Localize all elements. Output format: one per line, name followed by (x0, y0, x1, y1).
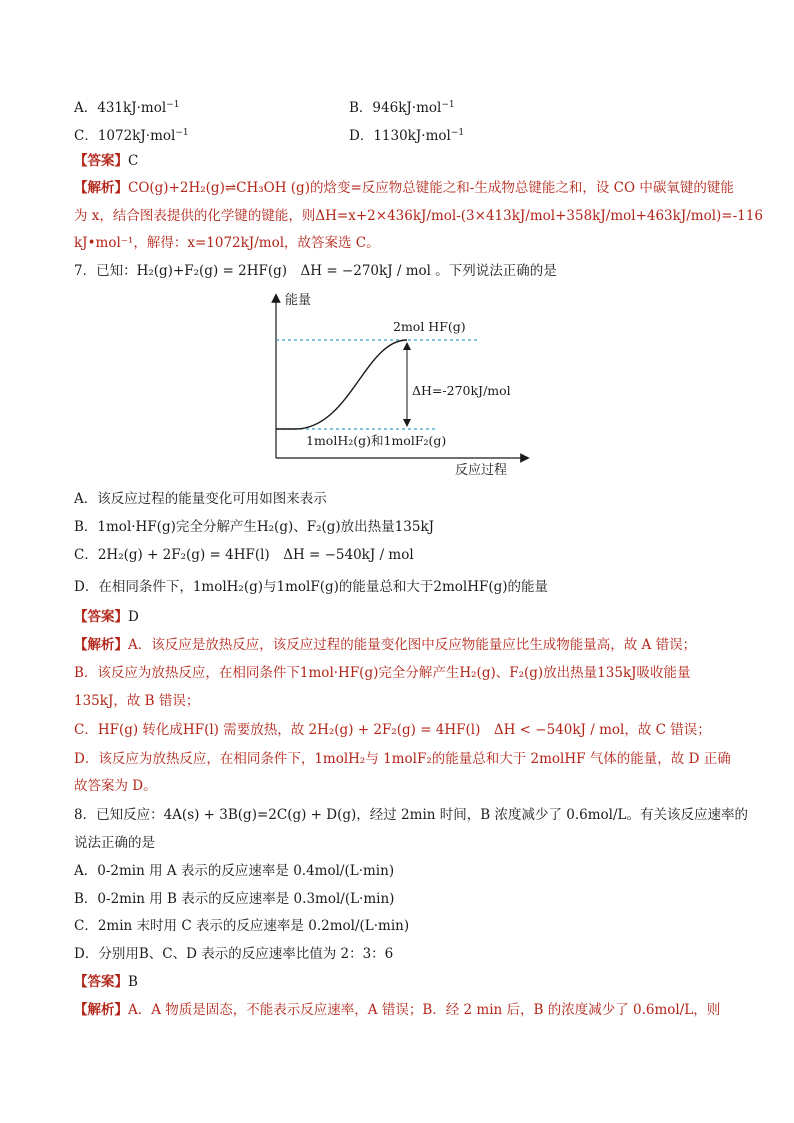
q7-analysis-line-6: 故答案为 D。 (74, 778, 157, 794)
top-level-label: 2mol HF(g) (393, 319, 466, 334)
q6-option-c: C．1072kJ·mol$^{-1}$ (74, 128, 189, 144)
q6-option-d: D．1130kJ·mol$^{-1}$ (349, 128, 465, 144)
energy-diagram (255, 288, 545, 478)
q8-option-a: A．0-2min 用 A 表示的反应速率是 0.4mol/(L·min) (74, 863, 395, 879)
q7-analysis-line-1: 【解析】A．该反应是放热反应，该反应过程的能量变化图中反应物能量应比生成物能量高，故 A 错误； (74, 637, 697, 653)
y-axis-label: 能量 (285, 293, 312, 308)
q7-option-c: C．2H₂(g) + 2F₂(g) = 4HF(l) ΔH = −540kJ / mol (74, 547, 414, 563)
q8-stem-line-2: 说法正确的是 (74, 835, 155, 851)
q7-analysis-line-5: D．该反应为放热反应，在相同条件下，1molH₂与 1molF₂的能量总和大于 2molHF 气体的能量，故 D 正确 (74, 751, 731, 767)
q7-option-d: D．在相同条件下，1molH₂(g)与1molF(g)的能量总和大于2molHF(g)的能量 (74, 579, 549, 595)
q6-option-b: B．946kJ·mol$^{-1}$ (349, 100, 455, 116)
x-axis-label: 反应过程 (455, 463, 508, 478)
q7-option-a: A．该反应过程的能量变化可用如图来表示 (74, 491, 327, 507)
q8-analysis-line-1: 【解析】A．A 物质是固态，不能表示反应速率，A 错误；B．经 2 min 后，B 的浓度减少了 0.6mol/L，则 (74, 1002, 721, 1018)
q7-option-b: B．1mol·HF(g)完全分解产生H₂(g)、F₂(g)放出热量135kJ (74, 519, 435, 535)
energy-curve (276, 340, 407, 429)
q7-analysis-line-2: B．该反应为放热反应，在相同条件下1mol·HF(g)完全分解产生H₂(g)、F₂(g)放出热量135kJ吸收能量 (74, 665, 691, 681)
q6-analysis-line-3: kJ•mol⁻¹，解得：x=1072kJ/mol，故答案选 C。 (74, 235, 380, 251)
q6-analysis-line-2: 为 x，结合图表提供的化学键的键能，则ΔH=x+2×436kJ/mol-(3×413kJ/mol+358kJ/mol+463kJ/mol)=-116 (74, 208, 763, 224)
q7-analysis-line-4: C．HF(g) 转化成HF(l) 需要放热，故 2H₂(g) + 2F₂(g) = 4HF(l) ΔH < −540kJ / mol，故 C 错误； (74, 722, 711, 738)
q8-option-b: B．0-2min 用 B 表示的反应速率是 0.3mol/(L·min) (74, 891, 395, 907)
q7-stem: 7．已知：H₂(g)+F₂(g) = 2HF(g) ΔH = −270kJ / mol 。下列说法正确的是 (74, 263, 557, 279)
q8-stem-line-1: 8．已知反应：4A(s) + 3B(g)=2C(g) + D(g)，经过 2min 时间，B 浓度减少了 0.6mol/L。有关该反应速率的 (74, 807, 748, 823)
q8-option-c: C．2min 末时用 C 表示的反应速率是 0.2mol/(L·min) (74, 918, 410, 934)
q7-answer: 【答案】D (74, 609, 139, 625)
dh-label: ΔH=-270kJ/mol (412, 383, 511, 398)
bottom-level-label: 1molH₂(g)和1molF₂(g) (306, 433, 447, 448)
q8-answer: 【答案】B (74, 974, 138, 990)
q6-answer: 【答案】C (74, 153, 139, 169)
q8-option-d: D．分别用B、C、D 表示的反应速率比值为 2：3：6 (74, 946, 394, 962)
q6-option-a: A．431kJ·mol$^{-1}$ (74, 100, 180, 116)
q6-analysis-line-1: 【解析】CO(g)+2H₂(g)⇌CH₃OH (g)的焓变=反应物总键能之和-生成物总键能之和，设 CO 中碳氧键的键能 (74, 180, 734, 196)
q7-analysis-line-3: 135kJ，故 B 错误； (74, 693, 200, 709)
